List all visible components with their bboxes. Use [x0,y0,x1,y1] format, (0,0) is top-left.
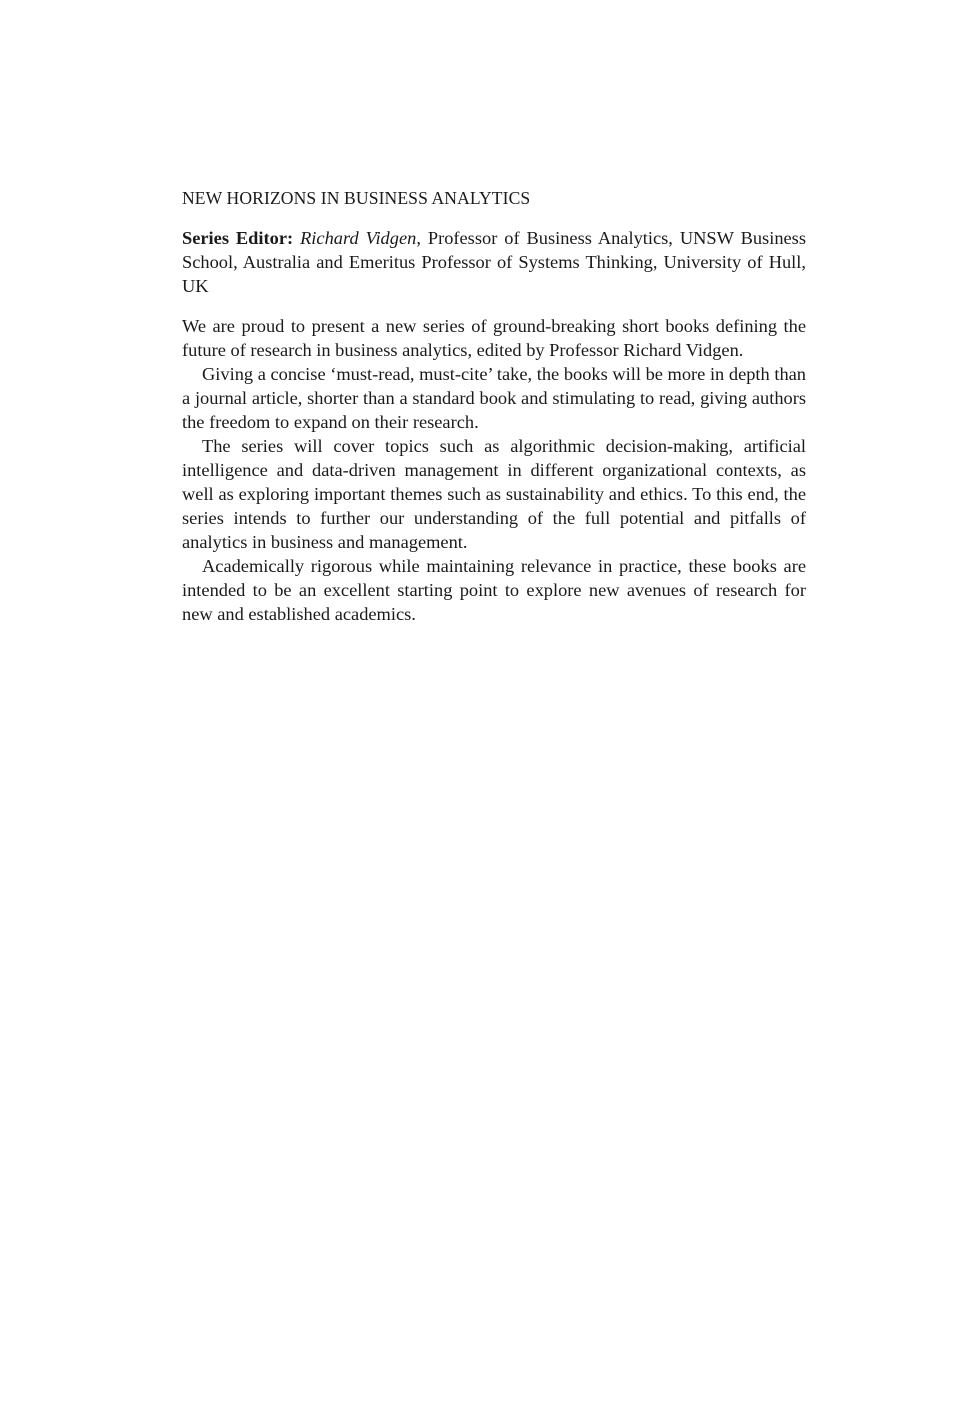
series-editor-label: Series Editor: [182,228,294,248]
description-paragraph: The series will cover topics such as algorithmic decision-making, artificial intelligence and data-driven management in different organizational contexts, as well as exploring important themes such as sustainability and ethics. To this end, the series intends to further our understanding of the full potential and pitfalls of analytics in business and management. [182,436,806,552]
page-content [182,186,806,626]
series-editor-name: Richard Vidgen [300,228,417,248]
series-description [182,314,806,626]
series-editor [182,226,806,298]
series-title: NEW HORIZONS IN BUSINESS ANALYTICS [182,188,531,208]
description-paragraph: We are proud to present a new series of ground-breaking short books defining the future of research in business analytics, edited by Professor Richard Vidgen. [182,316,806,360]
series-editor-affiliation: , Professor of Business Analytics, UNSW Business School, Australia and Emeritus Professor of Systems Thinking, University of Hull, UK [182,228,806,296]
description-paragraph: Academically rigorous while maintaining relevance in practice, these books are intended to be an excellent starting point to explore new avenues of research for new and established academics. [182,556,806,624]
description-paragraph: Giving a concise ‘must-read, must-cite’ take, the books will be more in depth than a journal article, shorter than a standard book and stimulating to read, giving authors the freedom to expand on their research. [182,364,806,432]
